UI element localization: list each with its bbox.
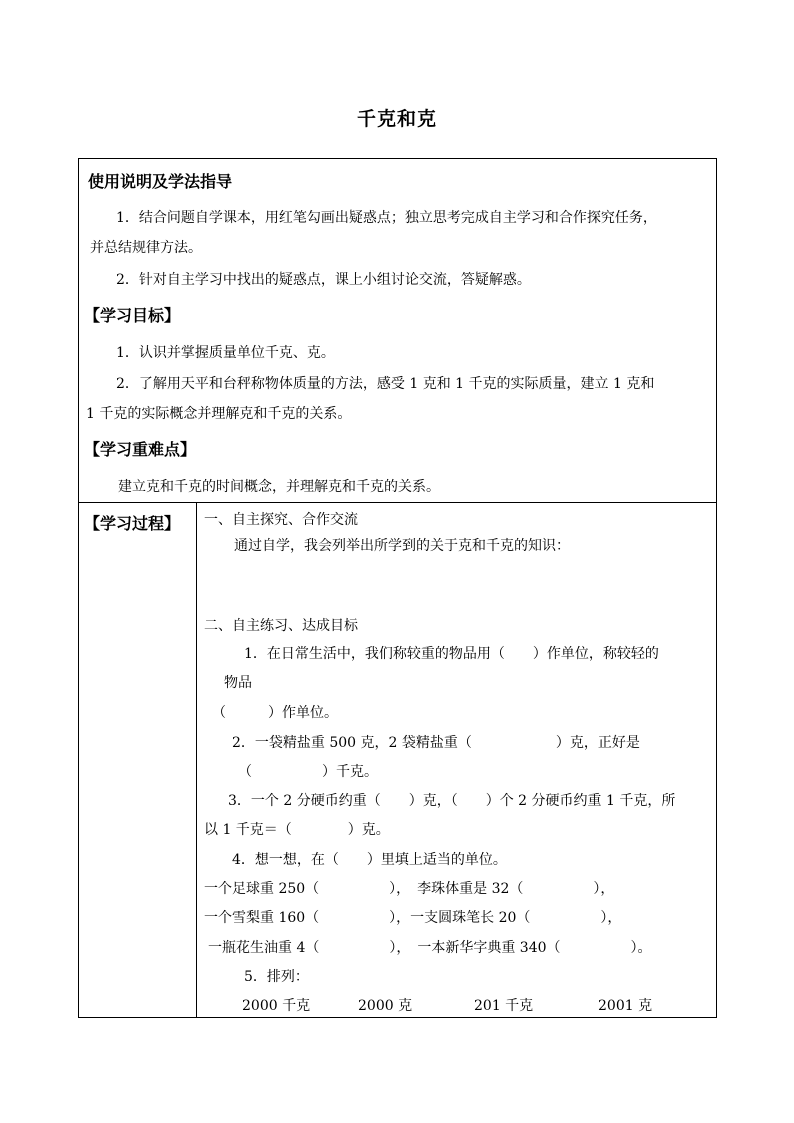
question-4-line-1: 一个足球重 250（ ）， 李珠体重是 32（ ），	[204, 881, 615, 897]
question-4-line-2: 一个雪梨重 160（ ），一支圆珠笔长 20（ ），	[204, 910, 622, 926]
goals-item-2-line-2: 1 千克的实际概念并理解克和千克的关系。	[86, 406, 352, 422]
question-1-line-1: 1．在日常生活中，我们称较重的物品用（ ）作单位，称较轻的	[244, 646, 659, 662]
question-3-line-2: 以 1 千克＝（ ）克。	[204, 822, 390, 838]
question-3-line-1: 3．一个 2 分硬币约重（ ）克，（ ）个 2 分硬币约重 1 千克，所	[228, 793, 676, 809]
guide-item-2: 2．针对自主学习中找出的疑惑点，课上小组讨论交流，答疑解惑。	[116, 272, 531, 288]
question-1-line-2: 物品	[224, 675, 252, 691]
question-2-line-1: 2．一袋精盐重 500 克，2 袋精盐重（ ）克，正好是	[232, 735, 640, 751]
arrange-item: 2000 克	[358, 998, 413, 1014]
question-5-title: 5．排列：	[244, 969, 309, 985]
difficulty-heading: 【学习重难点】	[84, 440, 197, 459]
question-2-line-2: （ ）千克。	[238, 764, 378, 780]
table-column-divider	[196, 502, 197, 1018]
arrange-item: 2001 克	[598, 998, 653, 1014]
goals-item-2-line-1: 2．了解用天平和台秤称物体质量的方法，感受 1 克和 1 千克的实际质量，建立 1 克和	[116, 376, 655, 392]
question-4-title: 4．想一想，在（ ）里填上适当的单位。	[232, 852, 507, 868]
guide-item-1-line-1: 1．结合问题自学课本，用红笔勾画出疑惑点；独立思考完成自主学习和合作探究任务，	[116, 210, 657, 226]
goals-item-1: 1．认识并掌握质量单位千克、克。	[116, 345, 335, 361]
arrange-item: 201 千克	[474, 998, 534, 1014]
section-1-title: 一、自主探究、合作交流	[204, 512, 358, 528]
document-title: 千克和克	[356, 108, 437, 130]
question-4-line-3: 一瓶花生油重 4（ ）， 一本新华字典重 340（ ）。	[208, 940, 652, 956]
guide-item-1-line-2: 并总结规律方法。	[90, 240, 202, 256]
question-1-line-3: （ ）作单位。	[212, 705, 338, 721]
arrange-item: 2000 千克	[242, 998, 311, 1014]
guide-heading: 使用说明及学法指导	[88, 172, 233, 191]
difficulty-text: 建立克和千克的时间概念，并理解克和千克的关系。	[118, 479, 440, 495]
process-heading: 【学习过程】	[84, 514, 181, 533]
section-1-text: 通过自学，我会列举出所学到的关于克和千克的知识：	[234, 538, 570, 554]
table-row-divider	[78, 502, 717, 503]
goals-heading: 【学习目标】	[84, 306, 181, 325]
section-2-title: 二、自主练习、达成目标	[204, 618, 358, 634]
